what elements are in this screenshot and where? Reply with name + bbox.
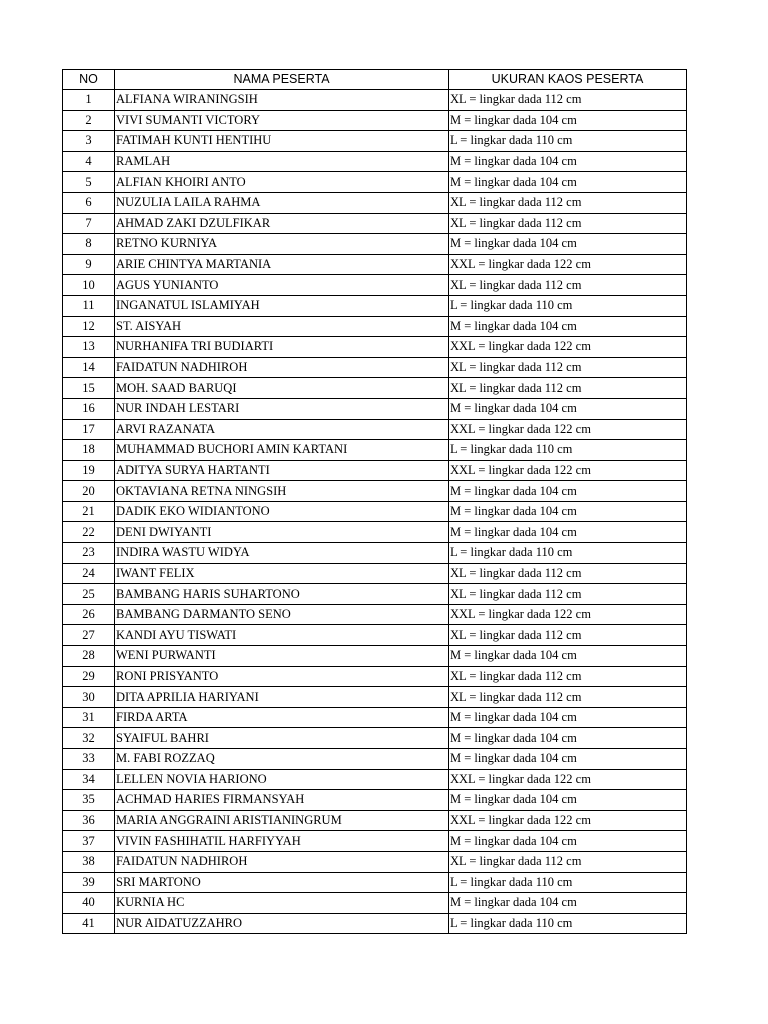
shirt-size-cell: M = lingkar dada 104 cm	[449, 110, 687, 131]
table-row	[63, 522, 687, 543]
shirt-size-cell: XL = lingkar dada 112 cm	[449, 90, 687, 111]
table-row	[63, 440, 687, 461]
shirt-size-cell: XXL = lingkar dada 122 cm	[449, 810, 687, 831]
row-number-cell: 3	[63, 131, 115, 152]
row-number-cell: 13	[63, 337, 115, 358]
row-number-cell: 35	[63, 790, 115, 811]
participant-name-cell: ARVI RAZANATA	[115, 419, 449, 440]
table-row	[63, 275, 687, 296]
table-row	[63, 254, 687, 275]
row-number-cell: 14	[63, 357, 115, 378]
table-row	[63, 913, 687, 934]
table-header-row	[63, 70, 687, 90]
table-row	[63, 810, 687, 831]
shirt-size-cell: M = lingkar dada 104 cm	[449, 728, 687, 749]
row-number-cell: 8	[63, 234, 115, 255]
shirt-size-cell: M = lingkar dada 104 cm	[449, 893, 687, 914]
row-number-cell: 39	[63, 872, 115, 893]
table-row	[63, 584, 687, 605]
participant-name-cell: ST. AISYAH	[115, 316, 449, 337]
shirt-size-cell: XXL = lingkar dada 122 cm	[449, 769, 687, 790]
table-row	[63, 625, 687, 646]
table-row	[63, 295, 687, 316]
table-row	[63, 481, 687, 502]
row-number-cell: 6	[63, 192, 115, 213]
participant-table	[62, 69, 687, 934]
shirt-size-cell: XL = lingkar dada 112 cm	[449, 563, 687, 584]
participant-name-cell: MUHAMMAD BUCHORI AMIN KARTANI	[115, 440, 449, 461]
table-row	[63, 851, 687, 872]
table-row	[63, 666, 687, 687]
participant-name-cell: AHMAD ZAKI DZULFIKAR	[115, 213, 449, 234]
table-row	[63, 213, 687, 234]
participant-name-cell: SRI MARTONO	[115, 872, 449, 893]
participant-name-cell: ACHMAD HARIES FIRMANSYAH	[115, 790, 449, 811]
shirt-size-cell: M = lingkar dada 104 cm	[449, 398, 687, 419]
participant-name-cell: VIVIN FASHIHATIL HARFIYYAH	[115, 831, 449, 852]
participant-name-cell: FAIDATUN NADHIROH	[115, 357, 449, 378]
table-row	[63, 749, 687, 770]
row-number-cell: 24	[63, 563, 115, 584]
participant-name-cell: IWANT FELIX	[115, 563, 449, 584]
table-row	[63, 192, 687, 213]
row-number-cell: 15	[63, 378, 115, 399]
row-number-cell: 19	[63, 460, 115, 481]
table-row	[63, 357, 687, 378]
row-number-cell: 16	[63, 398, 115, 419]
shirt-size-cell: XXL = lingkar dada 122 cm	[449, 254, 687, 275]
participant-name-cell: BAMBANG HARIS SUHARTONO	[115, 584, 449, 605]
row-number-cell: 34	[63, 769, 115, 790]
participant-name-cell: ARIE CHINTYA MARTANIA	[115, 254, 449, 275]
participant-name-cell: NUR AIDATUZZAHRO	[115, 913, 449, 934]
shirt-size-cell: M = lingkar dada 104 cm	[449, 234, 687, 255]
participant-name-cell: NURHANIFA TRI BUDIARTI	[115, 337, 449, 358]
shirt-size-cell: XXL = lingkar dada 122 cm	[449, 460, 687, 481]
row-number-cell: 23	[63, 543, 115, 564]
shirt-size-cell: XXL = lingkar dada 122 cm	[449, 604, 687, 625]
row-number-cell: 25	[63, 584, 115, 605]
shirt-size-cell: L = lingkar dada 110 cm	[449, 295, 687, 316]
table-row	[63, 790, 687, 811]
table-row	[63, 110, 687, 131]
shirt-size-cell: XXL = lingkar dada 122 cm	[449, 337, 687, 358]
row-number-cell: 40	[63, 893, 115, 914]
shirt-size-cell: XL = lingkar dada 112 cm	[449, 584, 687, 605]
row-number-cell: 41	[63, 913, 115, 934]
table-row	[63, 172, 687, 193]
participant-name-cell: INDIRA WASTU WIDYA	[115, 543, 449, 564]
participant-name-cell: DADIK EKO WIDIANTONO	[115, 501, 449, 522]
shirt-size-cell: L = lingkar dada 110 cm	[449, 543, 687, 564]
participant-name-cell: NUZULIA LAILA RAHMA	[115, 192, 449, 213]
shirt-size-cell: L = lingkar dada 110 cm	[449, 913, 687, 934]
row-number-cell: 18	[63, 440, 115, 461]
participant-name-cell: FIRDA ARTA	[115, 707, 449, 728]
header-name: NAMA PESERTA	[115, 70, 449, 90]
shirt-size-cell: XL = lingkar dada 112 cm	[449, 378, 687, 399]
shirt-size-cell: M = lingkar dada 104 cm	[449, 749, 687, 770]
row-number-cell: 37	[63, 831, 115, 852]
shirt-size-cell: XL = lingkar dada 112 cm	[449, 213, 687, 234]
row-number-cell: 2	[63, 110, 115, 131]
row-number-cell: 9	[63, 254, 115, 275]
table-row	[63, 872, 687, 893]
participant-name-cell: KANDI AYU TISWATI	[115, 625, 449, 646]
shirt-size-cell: XL = lingkar dada 112 cm	[449, 666, 687, 687]
table-row	[63, 419, 687, 440]
participant-name-cell: FATIMAH KUNTI HENTIHU	[115, 131, 449, 152]
participant-name-cell: VIVI SUMANTI VICTORY	[115, 110, 449, 131]
table-row	[63, 131, 687, 152]
table-row	[63, 563, 687, 584]
row-number-cell: 31	[63, 707, 115, 728]
row-number-cell: 21	[63, 501, 115, 522]
shirt-size-cell: XL = lingkar dada 112 cm	[449, 192, 687, 213]
table-row	[63, 687, 687, 708]
table-row	[63, 337, 687, 358]
row-number-cell: 17	[63, 419, 115, 440]
shirt-size-cell: XL = lingkar dada 112 cm	[449, 687, 687, 708]
participant-name-cell: KURNIA HC	[115, 893, 449, 914]
participant-name-cell: M. FABI ROZZAQ	[115, 749, 449, 770]
participant-name-cell: ALFIAN KHOIRI ANTO	[115, 172, 449, 193]
table-row	[63, 769, 687, 790]
participant-name-cell: ADITYA SURYA HARTANTI	[115, 460, 449, 481]
row-number-cell: 12	[63, 316, 115, 337]
shirt-size-cell: XL = lingkar dada 112 cm	[449, 851, 687, 872]
row-number-cell: 10	[63, 275, 115, 296]
shirt-size-cell: XL = lingkar dada 112 cm	[449, 625, 687, 646]
shirt-size-cell: M = lingkar dada 104 cm	[449, 481, 687, 502]
shirt-size-cell: M = lingkar dada 104 cm	[449, 316, 687, 337]
table-row	[63, 151, 687, 172]
row-number-cell: 7	[63, 213, 115, 234]
participant-name-cell: INGANATUL ISLAMIYAH	[115, 295, 449, 316]
table-row	[63, 501, 687, 522]
table-row	[63, 728, 687, 749]
row-number-cell: 22	[63, 522, 115, 543]
table-row	[63, 893, 687, 914]
row-number-cell: 32	[63, 728, 115, 749]
table-row	[63, 90, 687, 111]
table-row	[63, 543, 687, 564]
shirt-size-cell: XL = lingkar dada 112 cm	[449, 357, 687, 378]
row-number-cell: 11	[63, 295, 115, 316]
shirt-size-cell: M = lingkar dada 104 cm	[449, 172, 687, 193]
shirt-size-cell: L = lingkar dada 110 cm	[449, 131, 687, 152]
header-no: NO	[63, 70, 115, 90]
row-number-cell: 30	[63, 687, 115, 708]
shirt-size-cell: M = lingkar dada 104 cm	[449, 831, 687, 852]
shirt-size-cell: M = lingkar dada 104 cm	[449, 151, 687, 172]
shirt-size-cell: M = lingkar dada 104 cm	[449, 646, 687, 667]
table-row	[63, 707, 687, 728]
participant-name-cell: BAMBANG DARMANTO SENO	[115, 604, 449, 625]
table-row	[63, 831, 687, 852]
participant-name-cell: NUR INDAH LESTARI	[115, 398, 449, 419]
table-row	[63, 378, 687, 399]
header-size: UKURAN KAOS PESERTA	[449, 70, 687, 90]
row-number-cell: 4	[63, 151, 115, 172]
participant-name-cell: DITA APRILIA HARIYANI	[115, 687, 449, 708]
participant-name-cell: OKTAVIANA RETNA NINGSIH	[115, 481, 449, 502]
participant-name-cell: ALFIANA WIRANINGSIH	[115, 90, 449, 111]
participant-name-cell: MOH. SAAD BARUQI	[115, 378, 449, 399]
shirt-size-cell: XL = lingkar dada 112 cm	[449, 275, 687, 296]
row-number-cell: 36	[63, 810, 115, 831]
row-number-cell: 29	[63, 666, 115, 687]
participant-name-cell: WENI PURWANTI	[115, 646, 449, 667]
row-number-cell: 33	[63, 749, 115, 770]
table-row	[63, 460, 687, 481]
shirt-size-cell: L = lingkar dada 110 cm	[449, 440, 687, 461]
participant-name-cell: RAMLAH	[115, 151, 449, 172]
table-row	[63, 316, 687, 337]
shirt-size-cell: M = lingkar dada 104 cm	[449, 790, 687, 811]
participant-name-cell: LELLEN NOVIA HARIONO	[115, 769, 449, 790]
participant-name-cell: SYAIFUL BAHRI	[115, 728, 449, 749]
row-number-cell: 28	[63, 646, 115, 667]
table-row	[63, 604, 687, 625]
table-row	[63, 398, 687, 419]
table-row	[63, 646, 687, 667]
row-number-cell: 5	[63, 172, 115, 193]
shirt-size-cell: L = lingkar dada 110 cm	[449, 872, 687, 893]
participant-name-cell: MARIA ANGGRAINI ARISTIANINGRUM	[115, 810, 449, 831]
table-row	[63, 234, 687, 255]
row-number-cell: 20	[63, 481, 115, 502]
participant-name-cell: RONI PRISYANTO	[115, 666, 449, 687]
participant-name-cell: FAIDATUN NADHIROH	[115, 851, 449, 872]
shirt-size-cell: XXL = lingkar dada 122 cm	[449, 419, 687, 440]
participant-name-cell: RETNO KURNIYA	[115, 234, 449, 255]
row-number-cell: 1	[63, 90, 115, 111]
participant-table-container	[62, 69, 687, 934]
row-number-cell: 38	[63, 851, 115, 872]
participant-name-cell: DENI DWIYANTI	[115, 522, 449, 543]
shirt-size-cell: M = lingkar dada 104 cm	[449, 522, 687, 543]
shirt-size-cell: M = lingkar dada 104 cm	[449, 707, 687, 728]
shirt-size-cell: M = lingkar dada 104 cm	[449, 501, 687, 522]
participant-name-cell: AGUS YUNIANTO	[115, 275, 449, 296]
row-number-cell: 26	[63, 604, 115, 625]
table-body	[63, 90, 687, 934]
row-number-cell: 27	[63, 625, 115, 646]
